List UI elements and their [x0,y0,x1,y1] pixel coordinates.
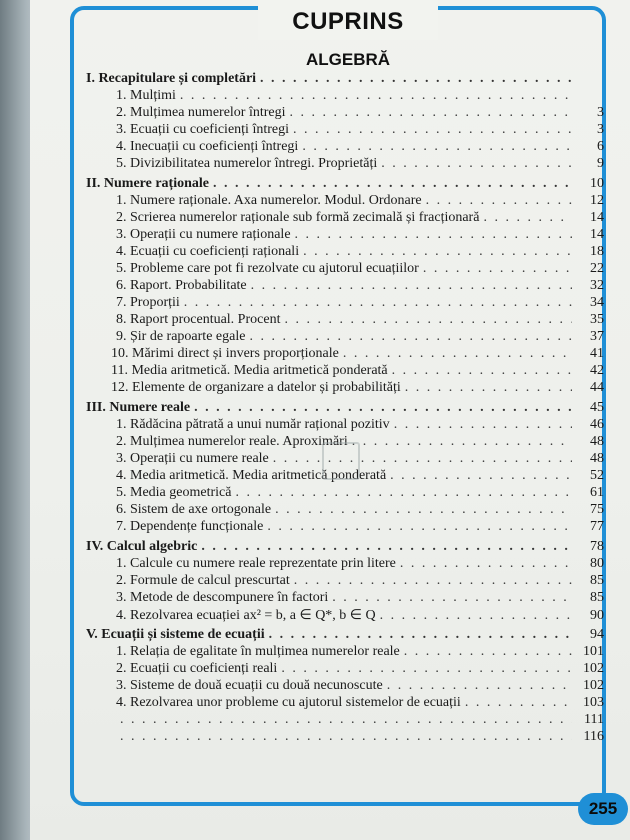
dot-leader [423,261,572,277]
dot-leader [400,556,572,572]
dot-leader [273,451,572,467]
toc-entry [86,607,608,624]
toc-label: 7. Proporții [116,295,180,310]
toc-entry [86,573,608,590]
toc-page-number: 48 [590,434,604,449]
toc-page-number: 44 [590,380,604,395]
dot-leader [404,644,572,660]
dot-leader [343,346,572,362]
dot-leader [332,590,572,606]
dot-leader [381,156,572,172]
dot-leader [251,278,572,294]
toc-page-number: 90 [590,608,604,623]
dot-leader [394,417,572,433]
dot-leader [184,295,572,311]
toc-page-number: 61 [590,485,604,500]
toc-entry [86,485,608,502]
toc-label: 1. Calcule cu numere reale reprezentate prin litere [116,556,396,571]
toc-page-number: 14 [590,210,604,225]
toc-entry [86,519,608,536]
toc-page-number: 116 [583,729,604,744]
dot-leader [180,88,572,104]
toc-page-number: 102 [583,661,604,676]
toc-label: IV. Calcul algebric [86,539,198,554]
toc-label: 6. Sistem de axe ortogonale [116,502,272,517]
toc-label: 4. Ecuații cu coeficienți raționali [116,244,300,259]
toc-page-number: 45 [590,400,604,415]
toc-label: 9. Șir de rapoarte egale [116,329,246,344]
toc-entry [86,417,608,434]
toc-label: 4. Inecuații cu coeficienți întregi [116,139,299,154]
toc-label: 2. Mulțimea numerelor reale. Aproximări [116,434,348,449]
toc-page-number: 85 [590,573,604,588]
toc-entry [86,502,608,519]
toc-label: 4. Rezolvarea ecuației ax² = b, a ∈ Q*, b ∈ Q [116,608,376,623]
dot-leader [213,176,572,192]
toc-label: V. Ecuații și sisteme de ecuații [86,627,265,642]
dot-leader [390,468,572,484]
toc-page-number: 14 [590,227,604,242]
dot-leader [426,193,572,209]
dot-leader [465,695,572,711]
toc-label: 2. Scrierea numerelor raționale sub formă zecimală și fracționară [116,210,480,225]
book-page [30,0,630,840]
dot-leader [290,105,572,121]
toc-page-number: 103 [583,695,604,710]
dot-leader [405,380,572,396]
toc-label: 4. Rezolvarea unor probleme cu ajutorul sistemelor de ecuații [116,695,461,710]
toc-label: III. Numere reale [86,400,191,415]
toc-entry [86,312,608,329]
toc-page-number: 46 [590,417,604,432]
dot-leader [281,661,572,677]
toc-label: 12. Elemente de organizare a datelor și probabilități [111,380,401,395]
toc-page-number: 42 [590,363,604,378]
toc-label: 1. Numere raționale. Axa numerelor. Modul. Ordonare [116,193,422,208]
toc-page-number: 32 [590,278,604,293]
toc-entry [86,156,608,173]
dot-leader [249,329,572,345]
toc-page-number: 78 [590,539,604,554]
toc-entry [86,227,608,244]
toc-page-number: 75 [590,502,604,517]
toc-label: 6. Raport. Probabilitate [116,278,247,293]
dot-leader [120,712,572,728]
toc-label: 4. Media aritmetică. Media aritmetică ponderată [116,468,387,483]
toc-page-number: 85 [590,590,604,605]
dot-leader [194,400,572,416]
toc-label: 1. Rădăcina pătrată a unui număr rațional pozitiv [116,417,390,432]
dot-leader [380,608,572,624]
dot-leader [293,122,572,138]
toc-page-number: 41 [590,346,604,361]
dot-leader [260,71,572,87]
toc-label: 1. Mulțimi [116,88,176,103]
toc-page-number: 111 [584,712,604,727]
toc-label: 1. Relația de egalitate în mulțimea numerelor reale [116,644,400,659]
chapter-heading [86,176,608,193]
dot-leader [352,434,572,450]
toc-entry [86,193,608,210]
dot-leader [235,485,572,501]
chapter-heading [86,627,608,644]
toc-page-number: 10 [590,176,604,191]
dot-leader [302,139,572,155]
toc-page-number: 34 [590,295,604,310]
toc-page-number: 6 [597,139,604,154]
toc-label: 3. Metode de descompunere în factori [116,590,329,605]
toc-page-number: 9 [597,156,604,171]
toc-label: 2. Mulțimea numerelor întregi [116,105,286,120]
toc-page-number: 18 [590,244,604,259]
toc-entry [86,122,608,139]
toc-entry [86,244,608,261]
dot-leader [303,244,572,260]
dot-leader [201,539,572,555]
toc-label: 10. Mărimi direct și invers proporționale [111,346,339,361]
toc-label: 2. Formule de calcul prescurtat [116,573,290,588]
toc-entry [86,695,608,712]
toc-page-number: 80 [590,556,604,571]
toc-page-number: 94 [590,627,604,642]
toc-page-number: 37 [590,329,604,344]
toc-entry [86,590,608,607]
toc-page-number: 48 [590,451,604,466]
toc-label: 3. Operații cu numere reale [116,451,269,466]
toc-entry [86,556,608,573]
toc-label: 3. Sisteme de două ecuații cu două necunoscute [116,678,383,693]
toc-entry [86,105,608,122]
toc-label: 2. Ecuații cu coeficienți reali [116,661,278,676]
toc-entry [86,295,608,312]
toc-label: I. Recapitulare și completări [86,71,257,86]
toc-page-number: 102 [583,678,604,693]
dot-leader [387,678,572,694]
table-of-contents [86,68,608,746]
chapter-heading [86,400,608,417]
toc-page-number: 52 [590,468,604,483]
toc-page-number: 101 [583,644,604,659]
dot-leader [120,729,572,745]
dot-leader [267,519,572,535]
toc-entry [86,644,608,661]
toc-label: 11. Media aritmetică. Media aritmetică ponderată [111,363,388,378]
toc-entry [86,329,608,346]
dot-leader [295,227,572,243]
toc-label: 5. Probleme care pot fi rezolvate cu ajutorul ecuațiilor [116,261,419,276]
toc-entry [86,380,608,397]
dot-leader [275,502,572,518]
toc-entry [86,346,608,363]
dot-leader [392,363,572,379]
toc-entry [86,363,608,380]
dot-leader [483,210,572,226]
dot-leader [284,312,572,328]
toc-page-number: 22 [590,261,604,276]
toc-label: 7. Dependențe funcționale [116,519,264,534]
toc-entry [86,88,608,105]
dot-leader [269,627,572,643]
toc-label: II. Numere raționale [86,176,209,191]
toc-page-number: 3 [597,105,604,120]
toc-label: 8. Raport procentual. Procent [116,312,281,327]
toc-label: 3. Ecuații cu coeficienți întregi [116,122,289,137]
page-number-badge: 255 [578,793,628,825]
toc-trailing-page [86,712,608,729]
toc-page-number: 12 [590,193,604,208]
section-title: ALGEBRĂ [305,50,391,69]
toc-entry [86,210,608,227]
toc-label: 5. Divizibilitatea numerelor întregi. Proprietăți [116,156,378,171]
toc-entry [86,139,608,156]
toc-page-number: 77 [590,519,604,534]
toc-entry [86,261,608,278]
page-title: CUPRINS [292,8,404,35]
toc-trailing-page [86,729,608,746]
chapter-heading [86,71,608,88]
chapter-heading [86,539,608,556]
toc-entry [86,678,608,695]
watermark-logo [322,442,360,480]
toc-page-number: 3 [597,122,604,137]
toc-page-number: 35 [590,312,604,327]
toc-label: 3. Operații cu numere raționale [116,227,291,242]
toc-entry [86,661,608,678]
toc-entry [86,278,608,295]
toc-label: 5. Media geometrică [116,485,232,500]
dot-leader [294,573,572,589]
